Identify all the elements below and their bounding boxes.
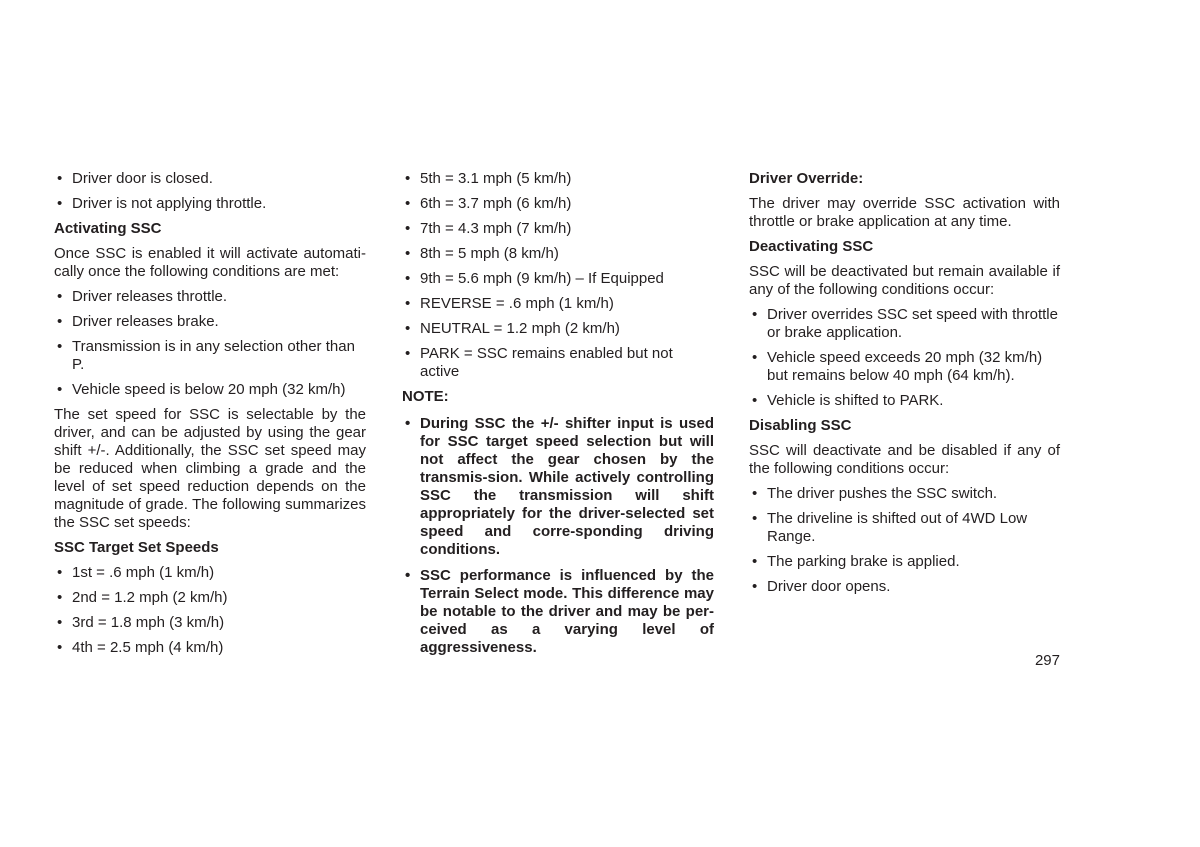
list-item: • 9th = 5.6 mph (9 km/h) – If Equipped (402, 270, 714, 288)
section-heading-deactivating: Deactivating SSC (749, 238, 874, 255)
column-right (749, 170, 1060, 603)
notes-list (402, 415, 714, 657)
section-heading-activating: Activating SSC (54, 220, 162, 237)
activating-paragraph: Once SSC is enabled it will activate automati-cally once the following conditions are met: (54, 245, 366, 280)
list-item: • The parking brake is applied. (749, 553, 1060, 571)
column-middle (402, 170, 714, 665)
page-number: 297 (1034, 652, 1060, 669)
list-item: • Driver is not applying throttle. (54, 195, 366, 213)
list-item: • PARK = SSC remains enabled but not active (402, 345, 714, 381)
list-item: • 8th = 5 mph (8 km/h) (402, 245, 714, 263)
list-item: • 7th = 4.3 mph (7 km/h) (402, 220, 714, 238)
list-item: • Driver releases brake. (54, 313, 366, 331)
note-label: NOTE: (402, 388, 449, 405)
section-heading-disabling: Disabling SSC (749, 417, 852, 434)
section-heading-target-speeds: SSC Target Set Speeds (54, 539, 219, 556)
list-item: • REVERSE = .6 mph (1 km/h) (402, 295, 714, 313)
list-item: • Vehicle speed is below 20 mph (32 km/h) (54, 381, 366, 399)
list-item: • 4th = 2.5 mph (4 km/h) (54, 639, 366, 657)
list-item: • Transmission is in any selection other than P. (54, 338, 366, 374)
list-item: • 6th = 3.7 mph (6 km/h) (402, 195, 714, 213)
list-item: • The driveline is shifted out of 4WD Low Range. (749, 510, 1060, 546)
list-item: • 2nd = 1.2 mph (2 km/h) (54, 589, 366, 607)
note-item: • During SSC the +/- shifter input is used for SSC target speed selection but will not affect the gear chosen by the transmis-sion. While actively controlling SSC the transmission will shift appropriately for the driver-selected set speed and corre-sponding driving conditions. (402, 415, 714, 559)
activation-conditions-list (54, 288, 366, 399)
note-item: • SSC performance is influenced by the Terrain Select mode. This difference may be notable to the driver and may be per-ceived as a varying level of aggressiveness. (402, 567, 714, 657)
deactivating-conditions-list (749, 306, 1060, 410)
target-speeds-list-continued (402, 170, 714, 381)
list-item: • NEUTRAL = 1.2 mph (2 km/h) (402, 320, 714, 338)
list-item: • 1st = .6 mph (1 km/h) (54, 564, 366, 582)
list-item: • Driver overrides SSC set speed with throttle or brake application. (749, 306, 1060, 342)
set-speed-paragraph: The set speed for SSC is selectable by the driver, and can be adjusted by using the gear shift +/-. Additionally, the SSC set speed may be reduced when climbing a grade and the level of set speed reduction depends on the magnitude of grade. The following summarizes the SSC set speeds: (54, 406, 366, 531)
list-item: • The driver pushes the SSC switch. (749, 485, 1060, 503)
list-item: • 3rd = 1.8 mph (3 km/h) (54, 614, 366, 632)
section-heading-override: Driver Override: (749, 170, 864, 187)
list-item: • Driver door opens. (749, 578, 1060, 596)
target-speeds-list (54, 564, 366, 657)
deactivating-paragraph: SSC will be deactivated but remain available if any of the following conditions occur: (749, 263, 1060, 298)
column-left (54, 170, 366, 664)
list-item: • Driver door is closed. (54, 170, 366, 188)
disabling-paragraph: SSC will deactivate and be disabled if any of the following conditions occur: (749, 442, 1060, 477)
list-item: • Vehicle speed exceeds 20 mph (32 km/h) but remains below 40 mph (64 km/h). (749, 349, 1060, 385)
override-paragraph: The driver may override SSC activation with throttle or brake application at any time. (749, 195, 1060, 230)
preconditions-list (54, 170, 366, 213)
list-item: • Driver releases throttle. (54, 288, 366, 306)
list-item: • 5th = 3.1 mph (5 km/h) (402, 170, 714, 188)
list-item: • Vehicle is shifted to PARK. (749, 392, 1060, 410)
disabling-conditions-list (749, 485, 1060, 596)
